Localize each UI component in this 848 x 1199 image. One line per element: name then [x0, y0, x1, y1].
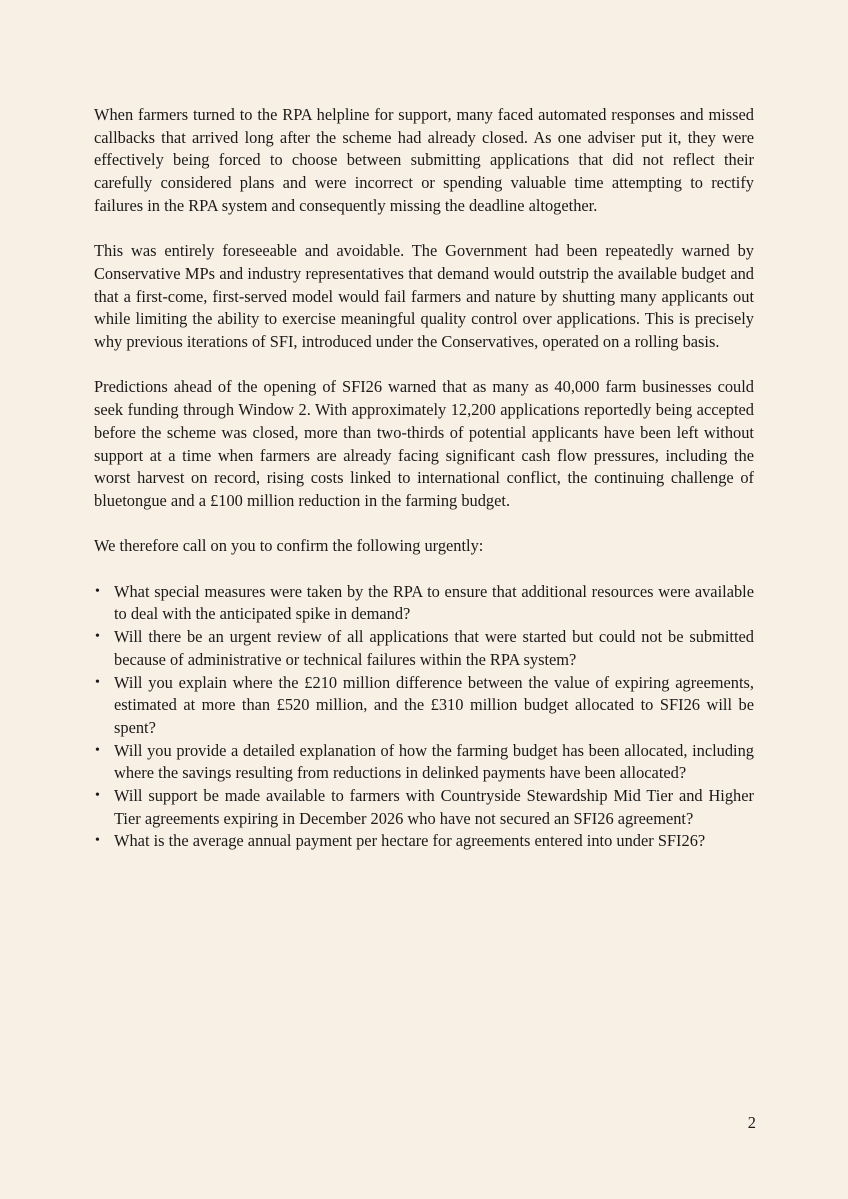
- question-item: • Will there be an urgent review of all applications that were started but could not be submitted because of administrative or technical failures within the RPA system?: [94, 626, 754, 671]
- question-item: • Will support be made available to farmers with Countryside Stewardship Mid Tier and Higher Tier agreements expiring in December 2026 who have not secured an SFI26 agreement?: [94, 785, 754, 830]
- question-item: • Will you explain where the £210 million difference between the value of expiring agreements, estimated at more than £520 million, and the £310 million budget allocated to SFI26 will be spent?: [94, 672, 754, 740]
- question-item: • What special measures were taken by the RPA to ensure that additional resources were available to deal with the anticipated spike in demand?: [94, 581, 754, 626]
- paragraph-call-to-confirm: We therefore call on you to confirm the following urgently:: [94, 536, 484, 556]
- question-item: • What is the average annual payment per hectare for agreements entered into under SFI26?: [94, 830, 754, 853]
- letter-body: [94, 104, 754, 853]
- paragraph-helpline: When farmers turned to the RPA helpline for support, many faced automated responses and missed callbacks that arrived long after the scheme had already closed. As one adviser put it, they were effectively being forced to choose between submitting applications that did not reflect their carefully considered plans and were incorrect or spending valuable time attempting to rectify failures in the RPA system and consequently missing the deadline altogether.: [94, 105, 754, 215]
- page-number: 2: [747, 1113, 756, 1132]
- question-list: [94, 581, 754, 853]
- paragraph-foreseeable: This was entirely foreseeable and avoidable. The Government had been repeatedly warned by Conservative MPs and industry representatives that demand would outstrip the available budget and that a first-come, first-served model would fail farmers and nature by shutting many applicants out while limiting the ability to exercise meaningful quality control over applications. This is precisely why previous iterations of SFI, introduced under the Conservatives, operated on a rolling basis.: [94, 241, 754, 352]
- question-item: • Will you provide a detailed explanation of how the farming budget has been allocated, including where the savings resulting from reductions in delinked payments have been allocated?: [94, 740, 754, 785]
- paragraph-predictions: Predictions ahead of the opening of SFI26 warned that as many as 40,000 farm businesses could seek funding through Window 2. With approximately 12,200 applications reportedly being accepted before the scheme was closed, more than two-thirds of potential applicants have been left without support at a time when farmers are already facing significant cash flow pressures, including the worst harvest on record, rising costs linked to international conflict, the continuing challenge of bluetongue and a £100 million reduction in the farming budget.: [94, 377, 754, 510]
